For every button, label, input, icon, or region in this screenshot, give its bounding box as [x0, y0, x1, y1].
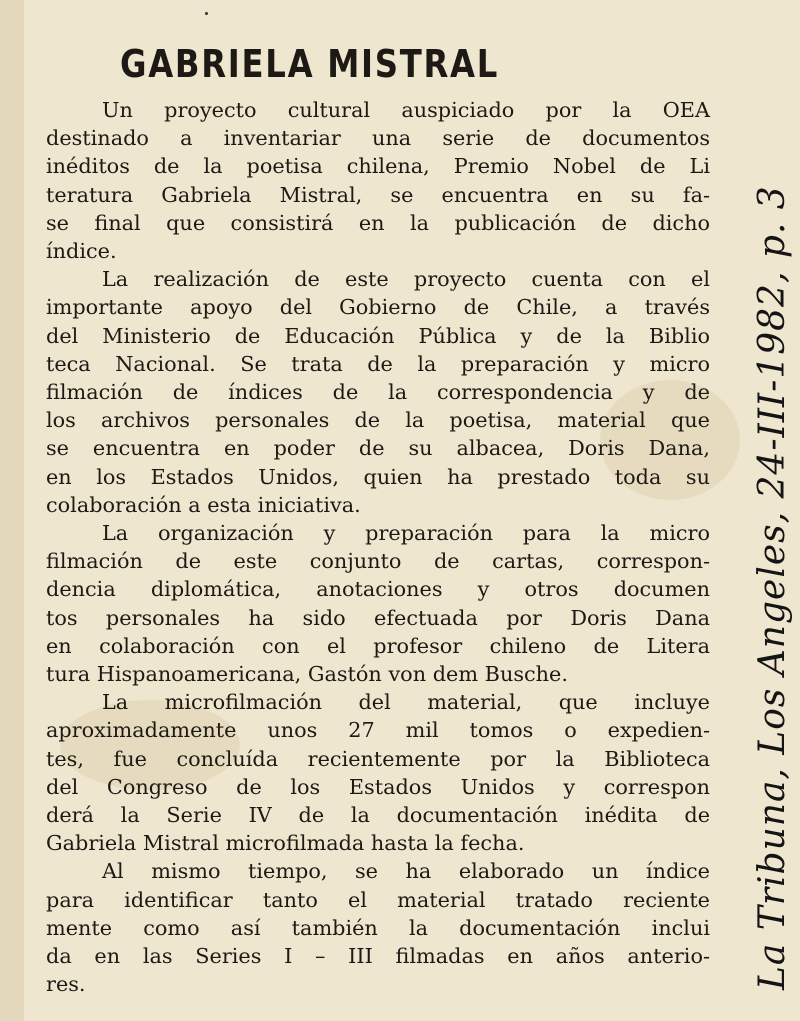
article-line: colaboración a esta iniciativa. [46, 492, 361, 517]
article-line: se final que consistirá en la publicación de dicho [46, 210, 710, 235]
article-line: del Congreso de los Estados Unidos y correspon [46, 774, 710, 799]
article-line: los archivos personales de la poetisa, material que [46, 408, 710, 433]
article-line: destinado a inventariar una serie de documentos [46, 126, 710, 151]
article-line: teca Nacional. Se trata de la preparación y micro [46, 351, 710, 376]
article-line: derá la Serie IV de la documentación inédita de [46, 803, 710, 828]
article-line: Al mismo tiempo, se ha elaborado un índice [102, 859, 710, 884]
article-body [46, 96, 710, 999]
article-line: res. [46, 972, 86, 997]
article-line: tura Hispanoamericana, Gastón von dem Busche. [46, 662, 568, 687]
article-title: GABRIELA MISTRAL [120, 42, 500, 86]
article-paragraph [46, 857, 710, 998]
article-line: da en las Series I – III filmadas en años anterio- [46, 944, 710, 969]
article-paragraph [46, 519, 710, 688]
article-line: en colaboración con el profesor chileno de Litera [46, 633, 710, 658]
article-line: del Ministerio de Educación Pública y de la Biblio [46, 323, 710, 348]
article-line: Gabriela Mistral microfilmada hasta la fecha. [46, 831, 525, 856]
article-line: en los Estados Unidos, quien ha prestado toda su [46, 464, 710, 489]
article-line: tos personales ha sido efectuada por Doris Dana [46, 605, 710, 630]
article-line: Un proyecto cultural auspiciado por la OEA [102, 98, 710, 122]
article-line: La organización y preparación para la micro [102, 521, 710, 546]
article-line: dencia diplomática, anotaciones y otros documen [46, 577, 710, 602]
article-line: La realización de este proyecto cuenta con el [102, 267, 710, 292]
article-line: teratura Gabriela Mistral, se encuentra en su fa- [46, 182, 710, 207]
article-line: inéditos de la poetisa chilena, Premio Nobel de Li [46, 154, 710, 179]
article-paragraph [46, 96, 710, 265]
paper-edge [0, 0, 24, 1021]
article-line: importante apoyo del Gobierno de Chile, a través [46, 295, 710, 320]
article-line: filmación de índices de la correspondencia y de [46, 380, 710, 405]
article-line: se encuentra en poder de su albacea, Doris Dana, [46, 436, 710, 461]
article-line: aproximadamente unos 27 mil tomos o expedien- [46, 718, 710, 743]
article-line: tes, fue concluída recientemente por la Biblioteca [46, 746, 710, 771]
article-line: La microfilmación del material, que incluye [102, 690, 710, 715]
article-paragraph [46, 265, 710, 519]
article-line: para identificar tanto el material tratado reciente [46, 887, 710, 912]
ink-speck [205, 12, 208, 15]
article-line: filmación de este conjunto de cartas, correspon- [46, 549, 710, 574]
article-paragraph [46, 688, 710, 857]
article-line: mente como así también la documentación inclui [46, 915, 710, 940]
handwritten-citation: La Tribuna, Los Angeles, 24-III-1982, p. 3 [752, 185, 793, 990]
article-line: índice. [46, 239, 117, 264]
